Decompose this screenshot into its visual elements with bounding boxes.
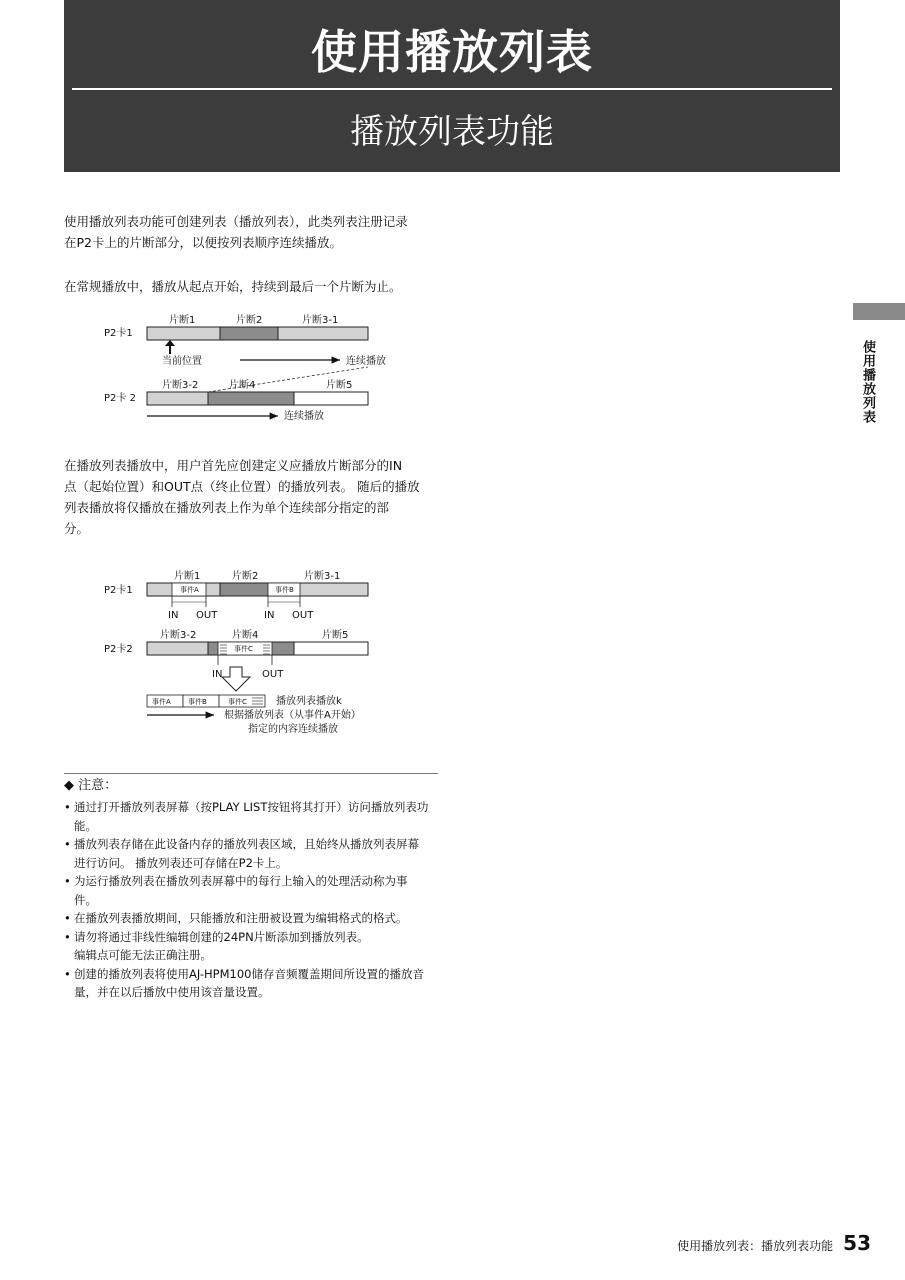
note-line: 进行访问。 播放列表还可存储在P2卡上。 [74,855,288,870]
chapter-side-label: 使用播放列表 [860,340,875,424]
note-line: 为运行播放列表在播放列表屏幕中的每行上输入的处理活动称为事 [74,874,408,888]
chapter-tab-marker [853,303,905,320]
paragraph-line: 分。 [64,521,90,536]
clip-label: 片断1 [174,571,201,582]
clip-label: 片断3-1 [304,571,341,582]
note-item [64,872,442,909]
clip-bar [278,327,368,340]
clip-bar [147,642,208,655]
intro-line: 使用播放列表功能可创建列表（播放列表），此类列表注册记录 [64,214,408,229]
notes-heading: ◆ 注意： [64,778,118,793]
paragraph-line: 列表播放将仅播放在播放列表上作为单个连续部分指定的部 [64,500,390,515]
note-line: 请勿将通过非线性编辑创建的24PN片断添加到播放列表。 [74,929,369,944]
clip-label: 片断3-1 [302,315,339,326]
out-label: OUT [292,610,314,621]
playlist-desc-line: 根据播放列表（从事件A开始） [224,710,361,721]
note-line: 量，并在以后播放中使用该音量设置。 [74,985,270,999]
playlist-desc-line: 指定的内容连续播放 [248,724,338,735]
out-label: OUT [262,669,284,680]
in-label: IN [168,610,179,621]
header-divider [72,88,832,90]
clip-label: 片断4 [229,380,256,391]
event-label: 事件B [188,698,207,706]
clip-bar [208,392,294,405]
down-arrow-icon [222,667,250,691]
note-line: 能。 [74,818,97,833]
playlist-playback-diagram [64,565,444,745]
paragraph-line: 点（起始位置）和OUT点（终止位置）的播放列表。 随后的播放 [64,479,420,494]
card-label: P2卡1 [104,585,133,596]
clip-label: 片断1 [169,315,196,326]
note-line: 编辑点可能无法正确注册。 [74,948,212,962]
event-label: 事件A [180,586,199,594]
continuous-play-label: 连续播放 [346,356,386,367]
normal-playback-diagram [64,306,444,426]
card-label: P2卡1 [104,328,133,339]
section-title: 播放列表功能 [350,112,554,152]
card-label: P2卡2 [104,644,133,655]
clip-label: 片断4 [232,630,259,641]
note-line: 件。 [74,892,97,907]
clip-bar [147,327,220,340]
out-label: OUT [196,610,218,621]
clip-label: 片断2 [232,571,259,582]
clip-label: 片断2 [236,315,263,326]
clip-label: 片断3-2 [162,380,199,391]
playlist-play-label: 播放列表播放k [276,696,342,707]
in-label: IN [264,610,275,621]
chapter-title: 使用播放列表 [311,25,593,79]
event-label: 事件C [228,698,247,706]
paragraph-line: 在播放列表播放中，用户首先应创建定义应播放片断部分的IN [64,458,403,473]
notes-list [64,798,442,1002]
note-item [64,928,442,965]
note-item [64,798,442,835]
in-label: IN [212,669,223,680]
note-line: 创建的播放列表将使用AJ-HPM100储存音频覆盖期间所设置的播放音 [74,966,424,981]
note-item [64,835,442,872]
arrowhead-icon [165,340,175,346]
clip-label: 片断5 [322,630,349,641]
note-line: 播放列表存储在此设备内存的播放列表区域，且始终从播放列表屏幕 [74,837,419,851]
notes-divider [64,773,438,774]
footer-section-text: 使用播放列表：播放列表功能 [677,1239,834,1253]
clip-bar [147,392,208,405]
note-item [64,965,442,1002]
chapter-header [64,0,840,172]
clip-label: 片断3-2 [160,630,197,641]
page-footer [677,1231,871,1255]
page-number: 53 [843,1231,871,1255]
continuous-play-label: 连续播放 [284,411,324,422]
intro-line: 在P2卡上的片断部分，以便按列表顺序连续播放。 [64,235,342,250]
note-line: 在播放列表播放期间，只能播放和注册被设置为编辑格式的格式。 [74,911,408,925]
clip-bar [294,642,368,655]
intro-paragraph [64,211,444,253]
note-line: 通过打开播放列表屏幕（按PLAY LIST按钮将其打开）访问播放列表功 [74,800,429,814]
note-item [64,909,442,928]
event-label: 事件B [275,586,294,594]
playlist-play-paragraph [64,455,444,539]
event-label: 事件A [152,698,171,706]
clip-bar [220,327,278,340]
normal-play-paragraph: 在常规播放中，播放从起点开始，持续到最后一个片断为止。 [64,279,402,294]
clip-label: 片断5 [326,380,353,391]
card-label: P2卡 2 [104,393,136,404]
clip-bar [294,392,368,405]
current-position-label: 当前位置 [162,356,202,367]
event-label: 事件C [234,645,253,653]
